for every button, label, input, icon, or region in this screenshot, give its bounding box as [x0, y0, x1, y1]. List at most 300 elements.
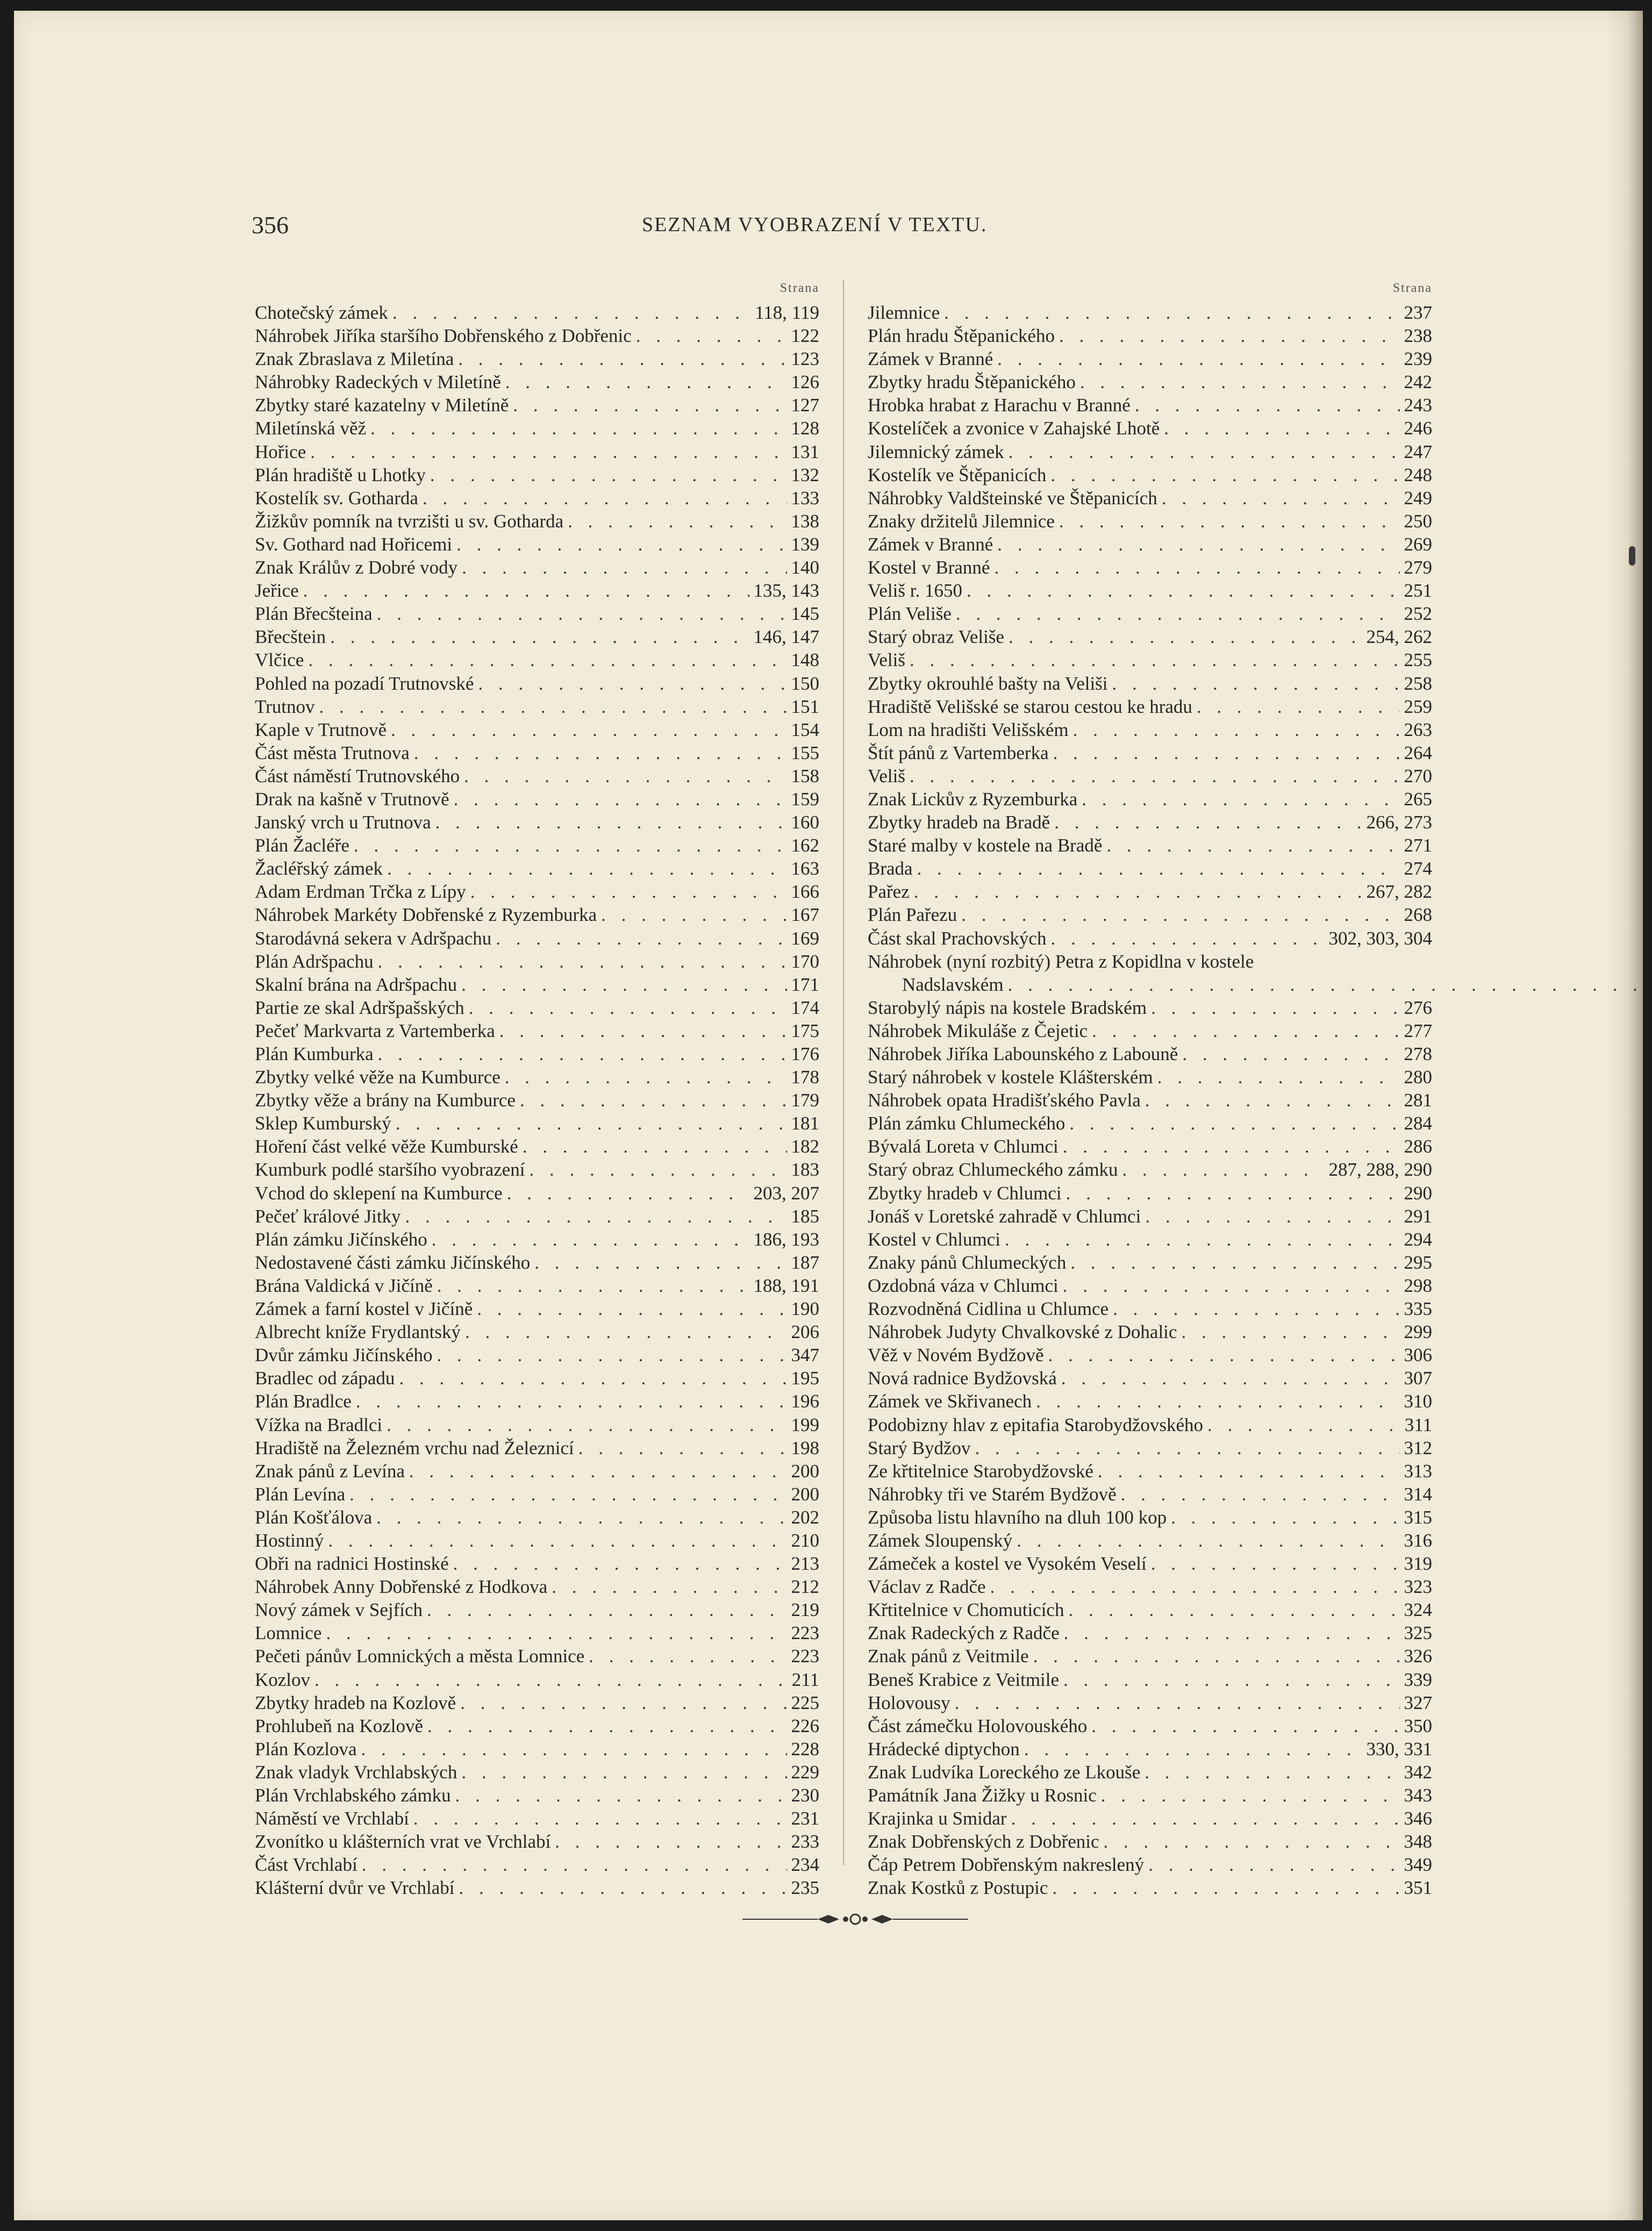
dot-leader — [1080, 370, 1400, 394]
dot-leader — [1106, 834, 1399, 857]
index-entry — [868, 463, 1432, 487]
entry-title: Skalní brána na Adršpachu — [255, 974, 457, 995]
entry-title: Hořice — [255, 441, 306, 462]
dot-leader — [1061, 1367, 1400, 1390]
entry-page-number: 178 — [791, 1067, 819, 1088]
closing-ornament — [742, 1908, 968, 1930]
index-entry — [255, 1529, 819, 1552]
entry-title: Zámeček a kostel ve Vysokém Veselí — [868, 1553, 1147, 1575]
entry-title: Náhrobky Radeckých v Miletíně — [255, 371, 501, 393]
entry-title: Václav z Radče — [868, 1576, 986, 1598]
dot-leader — [530, 1158, 787, 1181]
index-entry — [255, 1205, 819, 1228]
entry-title: Janský vrch u Trutnova — [255, 812, 431, 833]
index-entry — [868, 625, 1432, 648]
dot-leader — [1098, 1460, 1400, 1483]
index-entry — [868, 834, 1432, 857]
dot-leader — [1151, 996, 1399, 1019]
index-entry — [255, 324, 819, 347]
entry-page-number: 310 — [1404, 1391, 1432, 1412]
entry-page-number: 274 — [1404, 858, 1432, 879]
index-entry — [868, 1784, 1432, 1807]
index-entry — [868, 903, 1432, 926]
index-entry — [255, 857, 819, 880]
index-entry — [868, 1436, 1432, 1460]
entry-page-number: 223 — [791, 1622, 819, 1644]
entry-page-number: 234 — [791, 1854, 819, 1876]
entry-title: Trutnov — [255, 696, 315, 717]
dot-leader — [507, 1182, 749, 1205]
index-entry — [255, 1182, 819, 1205]
entry-title: Náhrobek Markéty Dobřenské z Ryzemburka — [255, 904, 597, 926]
dot-leader — [601, 903, 786, 926]
entry-title: Pečeť Markvarta z Vartemberka — [255, 1020, 495, 1041]
left-column — [255, 275, 819, 1899]
index-entry — [255, 1413, 819, 1436]
index-entry — [255, 579, 819, 602]
entry-title: Hradiště na Železném vrchu nad Železnicí — [255, 1437, 574, 1458]
dot-leader — [568, 510, 786, 533]
dot-leader — [1164, 417, 1399, 440]
index-entry — [868, 1621, 1432, 1644]
entry-page-number: 148 — [791, 649, 819, 671]
dot-leader — [1024, 1737, 1362, 1761]
index-entry — [868, 1761, 1432, 1784]
entry-page-number: 326 — [1404, 1646, 1432, 1667]
entry-page-number: 248 — [1404, 464, 1432, 485]
dot-leader — [378, 1042, 787, 1066]
dot-leader — [414, 741, 787, 764]
index-entry — [255, 394, 819, 417]
dot-leader — [956, 602, 1400, 625]
entry-title: Zbytky věže a brány na Kumburce — [255, 1090, 516, 1111]
index-entry — [868, 1390, 1432, 1413]
entry-title: Kostelík ve Štěpanicích — [868, 464, 1047, 485]
entry-title: Zbytky hradeb na Kozlově — [255, 1692, 456, 1713]
entry-page-number: 246 — [1404, 418, 1432, 439]
dot-leader — [1145, 1205, 1399, 1228]
entry-title: Zámek v Branné — [868, 348, 993, 370]
entry-title: Zbytky hradeb v Chlumci — [868, 1182, 1062, 1204]
entry-page-number: 348 — [1404, 1831, 1432, 1853]
index-entry — [255, 1460, 819, 1483]
dot-leader — [314, 1668, 788, 1691]
entry-page-number: 122 — [791, 325, 819, 347]
entry-page-number: 258 — [1404, 673, 1432, 694]
dot-leader — [1008, 973, 1652, 996]
entry-page-number: 284 — [1404, 1113, 1432, 1134]
entry-title: Hrádecké diptychon — [868, 1738, 1020, 1760]
entry-title: Plán Pařezu — [868, 904, 957, 926]
dot-leader — [308, 648, 786, 671]
entry-title: Pohled na pozadí Trutnovské — [255, 673, 474, 694]
entry-title: Plán Břecšteina — [255, 603, 373, 625]
entry-title: Plán Košťálova — [255, 1506, 373, 1528]
entry-page-number: 151 — [791, 696, 819, 717]
dot-leader — [330, 625, 749, 648]
entry-page-number: 174 — [791, 997, 819, 1018]
entry-page-number: 323 — [1404, 1576, 1432, 1598]
entry-page-number: 230 — [791, 1785, 819, 1806]
dot-leader — [413, 1807, 787, 1830]
index-entry — [255, 556, 819, 579]
index-entry — [868, 347, 1432, 370]
entry-page-number: 242 — [1404, 371, 1432, 393]
dot-leader — [961, 903, 1399, 926]
index-entry — [255, 1390, 819, 1413]
dot-leader — [914, 880, 1362, 903]
entry-title: Starý obraz Chlumeckého zámku — [868, 1159, 1118, 1181]
entry-title: Vížka na Bradlci — [255, 1414, 383, 1435]
dot-leader — [1135, 394, 1400, 417]
dot-leader — [423, 487, 787, 510]
dot-leader — [1063, 1274, 1400, 1297]
entry-page-number: 163 — [791, 858, 819, 879]
dot-leader — [464, 764, 786, 788]
entry-title: Jeřice — [255, 580, 299, 602]
entry-title: Náhrobek Mikuláše z Čejetic — [868, 1020, 1088, 1041]
entry-title: Znaky pánů Chlumeckých — [868, 1252, 1067, 1273]
index-entry — [868, 1019, 1432, 1042]
index-entry — [255, 1251, 819, 1274]
entry-page-number: 231 — [791, 1808, 819, 1829]
dot-leader — [427, 1714, 787, 1737]
entry-title: Hrobka hrabat z Harachu v Branné — [868, 395, 1131, 416]
dot-leader — [499, 1019, 787, 1042]
index-entry — [868, 1460, 1432, 1483]
entry-page-number: 223 — [791, 1646, 819, 1667]
dot-leader — [1207, 1413, 1400, 1436]
entry-page-number: 187 — [791, 1252, 819, 1273]
dot-leader — [1145, 1089, 1400, 1112]
dot-leader — [1082, 788, 1399, 811]
entry-title: Kostelíček a zvonice v Zahajské Lhotě — [868, 418, 1160, 439]
index-entry — [255, 741, 819, 764]
entry-title: Kostelík sv. Gotharda — [255, 487, 418, 509]
dot-leader — [1054, 811, 1362, 834]
dot-leader — [1151, 1552, 1400, 1575]
dot-leader — [552, 1575, 786, 1598]
entry-title: Prohlubeň na Kozlově — [255, 1715, 423, 1736]
dot-leader — [555, 1830, 786, 1853]
entry-page-number: 225 — [791, 1692, 819, 1713]
entry-page-number: 210 — [791, 1529, 819, 1551]
index-entry — [255, 1552, 819, 1575]
entry-title: Kozlov — [255, 1669, 311, 1690]
dot-leader — [1181, 1320, 1399, 1343]
entry-page-number: 268 — [1404, 904, 1432, 926]
dot-leader — [310, 440, 786, 463]
index-entry — [868, 788, 1432, 811]
entry-page-number: 126 — [791, 371, 819, 393]
entry-page-number: 287, 288, 290 — [1328, 1159, 1432, 1181]
dot-leader — [303, 579, 749, 602]
dot-leader — [376, 1506, 786, 1529]
dot-leader — [437, 1343, 786, 1367]
entry-title: Staré malby v kostele na Bradě — [868, 835, 1103, 856]
dot-leader — [578, 1436, 787, 1460]
index-entry — [255, 1297, 819, 1320]
dot-leader — [944, 301, 1399, 324]
entry-title: Znak vladyk Vrchlabských — [255, 1761, 457, 1783]
index-entry — [255, 996, 819, 1019]
dot-leader — [469, 996, 787, 1019]
index-entry — [255, 463, 819, 487]
dot-leader — [427, 1598, 787, 1621]
index-entry — [868, 1251, 1432, 1274]
index-entry — [255, 347, 819, 370]
index-entry — [868, 394, 1432, 417]
entry-title: Zbytky hradu Štěpanického — [868, 371, 1076, 393]
entry-page-number: 342 — [1404, 1761, 1432, 1783]
index-entry — [868, 1158, 1432, 1181]
dot-leader — [1005, 1228, 1400, 1251]
index-entry — [868, 556, 1432, 579]
entry-title: Náhrobek opata Hradišťského Pavla — [868, 1090, 1141, 1111]
dot-leader — [1073, 718, 1400, 741]
entry-title: Vchod do sklepení na Kumburce — [255, 1182, 503, 1204]
dot-leader — [387, 1413, 786, 1436]
dot-leader — [435, 811, 787, 834]
dot-leader — [432, 1228, 749, 1251]
dot-leader — [1113, 1297, 1399, 1320]
entry-title: Štít pánů z Vartemberka — [868, 742, 1049, 763]
index-entry — [255, 1737, 819, 1761]
entry-page-number: 259 — [1404, 696, 1432, 717]
entry-page-number: 343 — [1404, 1785, 1432, 1806]
entry-page-number: 351 — [1404, 1877, 1432, 1899]
entry-title: Drak na kašně v Trutnově — [255, 788, 449, 810]
index-entry — [255, 927, 819, 950]
entry-title: Znak Radeckých z Radče — [868, 1622, 1060, 1644]
entry-page-number: 286 — [1404, 1136, 1432, 1157]
index-entry — [255, 1668, 819, 1691]
dot-leader — [1121, 1483, 1400, 1506]
entry-page-number: 200 — [791, 1460, 819, 1482]
entry-title: Znak Ludvíka Loreckého ze Lkouše — [868, 1761, 1141, 1783]
index-entry — [868, 440, 1432, 463]
entry-title: Plán zámku Chlumeckého — [868, 1113, 1065, 1134]
entry-title: Plán zámku Jičínského — [255, 1228, 427, 1250]
entry-title: Jonáš v Loretské zahradě v Chlumci — [868, 1205, 1141, 1227]
entry-page-number: 123 — [791, 348, 819, 370]
entry-page-number: 200 — [791, 1483, 819, 1505]
entry-title: Dvůr zámku Jičínského — [255, 1345, 433, 1366]
entry-title: Beneš Krabice z Veitmile — [868, 1669, 1060, 1690]
entry-title: Plán Kozlova — [255, 1738, 357, 1760]
entry-page-number: 279 — [1404, 557, 1432, 578]
dot-leader — [1162, 487, 1400, 510]
entry-page-number: 350 — [1404, 1715, 1432, 1736]
dot-leader — [523, 1135, 787, 1158]
entry-page-number: 324 — [1404, 1599, 1432, 1621]
dot-leader — [955, 1691, 1400, 1714]
entry-page-number: 281 — [1404, 1090, 1432, 1111]
entry-page-number: 299 — [1404, 1321, 1432, 1343]
index-entry — [868, 1552, 1432, 1575]
entry-title: Náhrobek Anny Dobřenské z Hodkova — [255, 1576, 548, 1598]
dot-leader — [1101, 1784, 1400, 1807]
entry-title: Zbytky staré kazatelny v Miletíně — [255, 395, 509, 416]
entry-title: Zbytky hradeb na Bradě — [868, 812, 1050, 833]
entry-page-number: 347 — [791, 1345, 819, 1366]
entry-page-number: 263 — [1404, 719, 1432, 740]
entry-page-number: 199 — [791, 1414, 819, 1435]
dot-leader — [377, 602, 787, 625]
entry-title: Část skal Prachovských — [868, 927, 1047, 949]
entry-title: Zvonítko u klášterních vrat ve Vrchlabí — [255, 1831, 551, 1853]
dot-leader — [1197, 695, 1400, 718]
dot-leader — [326, 1621, 786, 1644]
entry-title: Miletínská věž — [255, 418, 367, 439]
dot-leader — [1050, 927, 1324, 950]
entry-page-number: 249 — [1404, 487, 1432, 509]
index-entry — [255, 648, 819, 671]
entry-page-number: 131 — [791, 441, 819, 462]
entry-page-number: 140 — [791, 557, 819, 578]
dot-leader — [1157, 1066, 1400, 1089]
index-entry — [255, 718, 819, 741]
index-entry — [868, 1135, 1432, 1158]
dot-leader — [496, 927, 786, 950]
entry-title: Lom na hradišti Velišském — [868, 719, 1069, 740]
entry-title: Zámek a farní kostel v Jičíně — [255, 1298, 473, 1320]
entry-page-number: 185 — [791, 1205, 819, 1227]
dot-leader — [1009, 625, 1362, 648]
dot-leader — [975, 1436, 1400, 1460]
entry-title: Chotečský zámek — [255, 302, 388, 323]
index-entry — [255, 695, 819, 718]
entry-title: Brada — [868, 858, 913, 879]
index-entry — [255, 602, 819, 625]
column-divider — [843, 280, 844, 1865]
entry-page-number: 135, 143 — [753, 580, 819, 602]
entry-title: Plán hradiště u Lhotky — [255, 464, 426, 485]
dot-leader — [456, 533, 786, 556]
entry-page-number: 128 — [791, 418, 819, 439]
dot-leader — [910, 764, 1400, 788]
book-page — [14, 11, 1643, 2220]
entry-title: Ozdobná váza v Chlumci — [868, 1275, 1059, 1296]
entry-title: Nový zámek v Sejfích — [255, 1599, 423, 1621]
entry-title: Hradiště Velišské se starou cestou ke hradu — [868, 696, 1192, 717]
index-entry — [868, 1644, 1432, 1668]
dot-leader — [1059, 510, 1400, 533]
index-entry — [255, 510, 819, 533]
entry-title: Část města Trutnova — [255, 742, 410, 763]
entry-page-number: 175 — [791, 1020, 819, 1041]
dot-leader — [1064, 1621, 1400, 1644]
index-entry — [868, 1598, 1432, 1621]
entry-title: Plán Adršpachu — [255, 950, 374, 972]
dot-leader — [461, 973, 786, 996]
dot-leader — [1112, 672, 1400, 695]
entry-title: Náhrobky Valdšteinské ve Štěpanicích — [868, 487, 1157, 509]
dot-leader — [1033, 1644, 1400, 1668]
dot-leader — [477, 1297, 786, 1320]
dot-leader — [1104, 1830, 1400, 1853]
dot-leader — [1070, 1251, 1399, 1274]
entry-page-number: 154 — [791, 719, 819, 740]
entry-page-number: 229 — [791, 1761, 819, 1783]
entry-title: Zbytky okrouhlé bašty na Veliši — [868, 673, 1108, 694]
dot-leader — [994, 556, 1399, 579]
entry-title: Krajinka u Smidar — [868, 1808, 1007, 1829]
index-entry — [868, 370, 1432, 394]
index-entry — [255, 1691, 819, 1714]
entry-page-number: 250 — [1404, 510, 1432, 532]
dot-leader — [458, 347, 786, 370]
entry-page-number: 278 — [1404, 1043, 1432, 1064]
index-entry — [255, 1784, 819, 1807]
entry-title: Pečeti pánův Lomnických a města Lomnice — [255, 1646, 585, 1667]
entry-page-number: 195 — [791, 1368, 819, 1389]
entry-page-number: 315 — [1404, 1506, 1432, 1528]
dot-leader — [405, 1205, 787, 1228]
index-entry — [868, 1228, 1432, 1251]
entry-title: Rozvodněná Cidlina u Chlumce — [868, 1298, 1109, 1320]
entry-title: Starý Bydžov — [868, 1437, 971, 1458]
dot-leader — [1050, 463, 1399, 487]
index-entry — [868, 602, 1432, 625]
entry-page-number: 271 — [1404, 835, 1432, 856]
entry-page-number: 290 — [1404, 1182, 1432, 1204]
entry-page-number: 254, 262 — [1366, 626, 1432, 648]
entry-title: Náhrobek Judyty Chvalkovské z Dohalic — [868, 1321, 1177, 1343]
entry-title: Kumburk podlé staršího vyobrazení — [255, 1159, 525, 1181]
index-entry — [255, 1066, 819, 1089]
dot-leader — [520, 1089, 787, 1112]
entry-title: Náhrobky tři ve Starém Bydžově — [868, 1483, 1117, 1505]
dot-leader — [910, 648, 1400, 671]
dot-leader — [361, 1737, 787, 1761]
entry-page-number: 335 — [1404, 1298, 1432, 1320]
entry-page-number: 243 — [1404, 395, 1432, 416]
index-entry — [255, 1575, 819, 1598]
index-entry — [255, 1598, 819, 1621]
dot-leader — [1063, 1668, 1399, 1691]
dot-leader — [636, 324, 787, 347]
index-entry — [255, 973, 819, 996]
index-entry — [868, 1876, 1432, 1899]
entry-page-number: 171 — [791, 974, 819, 995]
dot-leader — [534, 1251, 786, 1274]
entry-title: Plán Bradlce — [255, 1391, 352, 1412]
entry-page-number: 294 — [1404, 1228, 1432, 1250]
entry-title: Znaky držitelů Jilemnice — [868, 510, 1055, 532]
entry-page-number: 166 — [791, 881, 819, 903]
entry-page-number: 239 — [1404, 348, 1432, 370]
entry-title: Sv. Gothard nad Hořicemi — [255, 533, 453, 555]
index-entry — [868, 1830, 1432, 1853]
index-entry — [868, 1714, 1432, 1737]
entry-title: Holovousy — [868, 1692, 950, 1713]
index-entry — [868, 1506, 1432, 1529]
dot-leader — [1059, 324, 1400, 347]
entry-page-number: 237 — [1404, 302, 1432, 323]
dot-leader — [513, 394, 786, 417]
index-entry — [255, 1506, 819, 1529]
entry-page-number: 280 — [1404, 1067, 1432, 1088]
entry-page-number: 219 — [791, 1599, 819, 1621]
dot-leader — [1066, 1182, 1400, 1205]
index-entry — [255, 417, 819, 440]
entry-title: Zbytky velké věže na Kumburce — [255, 1067, 500, 1088]
entry-title: Znak pánů z Veitmile — [868, 1646, 1029, 1667]
index-entry — [868, 1529, 1432, 1552]
dot-leader — [478, 672, 786, 695]
dot-leader — [399, 1367, 786, 1390]
